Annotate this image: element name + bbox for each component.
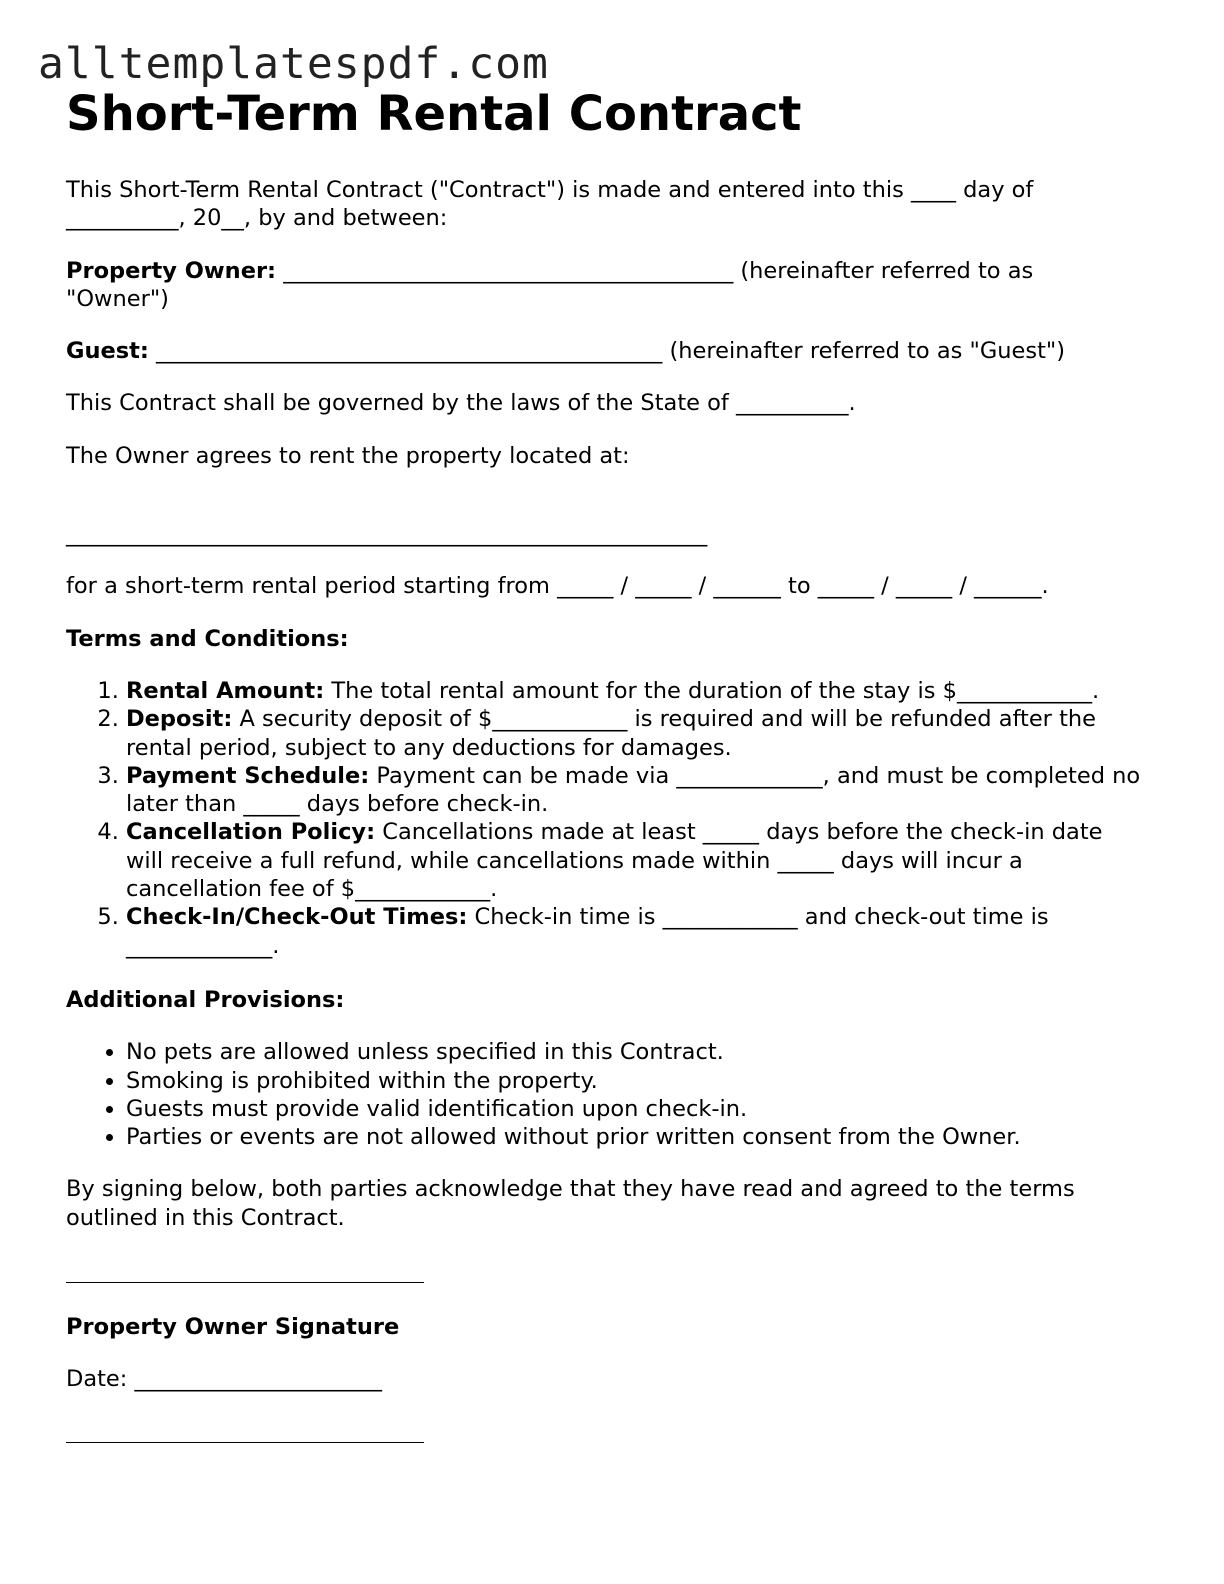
term-text: Payment can be made via _____________, and must be completed no later than _____ days before check-in.	[126, 762, 1141, 818]
guest-signature-line	[66, 1442, 424, 1443]
guest-text: _____________________________________________ (hereinafter referred to as "Guest")	[148, 338, 1066, 365]
term-item-cancellation-policy	[126, 818, 1142, 903]
term-text: Check-in time is ____________ and check-out time is _____________.	[126, 904, 1049, 959]
contract-document	[66, 86, 1142, 1443]
watermark: alltemplatespdf.com	[38, 39, 549, 89]
term-item-rental-amount	[126, 677, 1142, 705]
term-label: Rental Amount:	[126, 677, 325, 704]
owner-signature-line	[66, 1282, 424, 1283]
property-intro: The Owner agrees to rent the property located at:	[66, 442, 630, 469]
page-title: Short-Term Rental Contract	[66, 86, 802, 142]
owner-signature-label: Property Owner Signature	[66, 1314, 400, 1341]
provision-item: • Guests must provide valid identification upon check-in.	[126, 1095, 1142, 1123]
term-text: A security deposit of $____________ is required and will be refunded after the rental period, subject to any deductions for damages.	[126, 706, 1096, 761]
property-address-line: _________________________________________________________	[66, 521, 708, 548]
intro-paragraph: This Short-Term Rental Contract ("Contract") is made and entered into this ____ day of __________, 20__, by and between:	[66, 177, 1034, 232]
term-item-payment-schedule	[126, 762, 1142, 819]
term-item-check-in-out	[126, 903, 1142, 960]
rental-period: for a short-term rental period starting from _____ / _____ / ______ to _____ / _____ / ______.	[66, 573, 1049, 600]
guest-label: Guest:	[66, 338, 149, 365]
provisions-list	[66, 1038, 1142, 1151]
term-text: The total rental amount for the duration of the stay is $____________.	[324, 677, 1100, 704]
term-label: Cancellation Policy:	[126, 819, 376, 846]
owner-label: Property Owner:	[66, 257, 277, 284]
terms-list	[66, 677, 1142, 960]
provision-item: • No pets are allowed unless specified in this Contract.	[126, 1038, 1142, 1066]
governing-law: This Contract shall be governed by the laws of the State of __________.	[66, 390, 856, 417]
term-label: Check-In/Check-Out Times:	[126, 904, 468, 931]
term-text: Cancellations made at least _____ days before the check-in date will receive a full refund, while cancellations made within _____ days will incur a cancellation fee of $____________.	[126, 819, 1103, 903]
terms-heading: Terms and Conditions:	[66, 625, 349, 652]
owner-date-line: Date: ______________________	[66, 1366, 383, 1393]
term-label: Deposit:	[126, 706, 233, 733]
term-item-deposit	[126, 705, 1142, 762]
owner-text: ________________________________________ (hereinafter referred to as "Owner")	[66, 257, 1034, 312]
owner-field	[66, 257, 1142, 314]
provision-item: • Smoking is prohibited within the property.	[126, 1067, 1142, 1095]
provision-item: • Parties or events are not allowed without prior written consent from the Owner.	[126, 1123, 1142, 1151]
acknowledgement: By signing below, both parties acknowledge that they have read and agreed to the terms outlined in this Contract.	[66, 1176, 1075, 1231]
guest-field	[66, 337, 1142, 365]
term-label: Payment Schedule:	[126, 762, 370, 789]
provisions-heading: Additional Provisions:	[66, 986, 345, 1013]
